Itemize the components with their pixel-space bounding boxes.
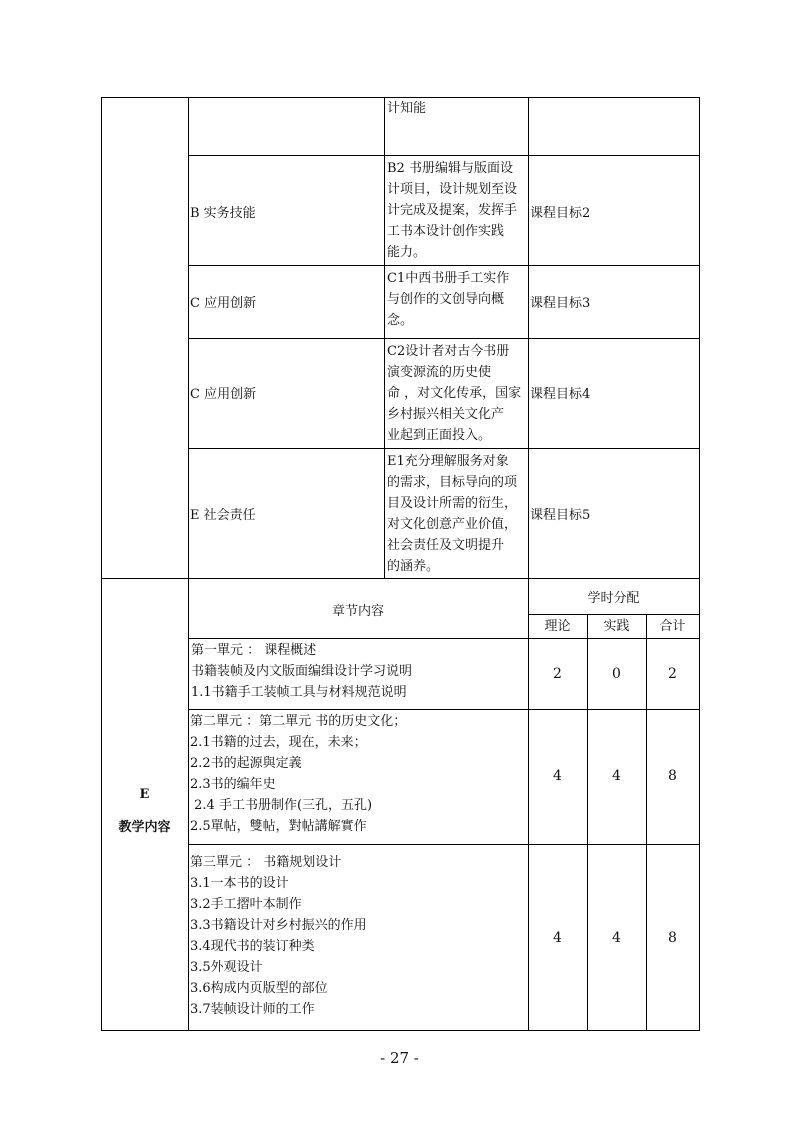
column-header-theory: 理论: [544, 619, 571, 634]
unit-line: 2.4 手工书册制作(三孔，五孔): [190, 798, 373, 813]
unit-content: [190, 711, 406, 837]
objective-goal: 课程目标3: [530, 296, 591, 311]
content-line: 的涵养。: [387, 559, 440, 574]
content-line: 业起到正面投入。: [387, 428, 492, 443]
column-header-practice: 实践: [603, 619, 630, 634]
unit-total-hours: 8: [668, 930, 677, 946]
unit-theory-hours: 4: [553, 930, 562, 946]
unit-content: [191, 640, 412, 703]
unit-line: 第一單元 ： 课程概述: [191, 643, 317, 658]
unit-practice-hours: 4: [612, 768, 621, 784]
unit-line: 2.3书的编年史: [190, 777, 276, 792]
row-divider: [188, 265, 699, 266]
objective-goal: 课程目标2: [530, 206, 591, 221]
content-line: 能力。: [387, 245, 427, 260]
unit-line: 书籍装帧及内文版面编缉设计学习说明: [191, 664, 413, 679]
content-line: 计完成及提案，发挥手: [387, 203, 518, 218]
row-divider: [101, 578, 699, 579]
row-divider: [188, 638, 699, 639]
unit-line: 2.2书的起源與定義: [190, 756, 302, 771]
row-divider: [188, 448, 699, 449]
content-line: 演变源流的历史使: [387, 365, 492, 380]
table-border-bottom: [101, 1030, 699, 1031]
col-divider: [384, 97, 385, 579]
objective-goal: 课程目标4: [530, 387, 591, 402]
column-header-total: 合计: [659, 619, 686, 634]
unit-line: 3.2手工摺叶本制作: [190, 897, 302, 912]
content-line: 乡村振兴相关文化产: [387, 407, 505, 422]
unit-total-hours: 8: [668, 768, 677, 784]
objective-category: E 社会责任: [190, 508, 256, 523]
unit-theory-hours: 4: [553, 768, 562, 784]
col-divider: [188, 97, 189, 1031]
col-divider: [528, 97, 529, 1031]
unit-line: 第二單元 ：第二單元 书的历史文化；: [190, 714, 407, 729]
unit-theory-hours: 2: [553, 666, 562, 682]
unit-line: 3.3书籍设计对乡村振兴的作用: [190, 918, 367, 933]
unit-line: 2.5單帖，雙帖，對帖講解實作: [190, 819, 367, 834]
objective-category: C 应用创新: [190, 296, 257, 311]
row-divider: [188, 709, 699, 710]
table-border-left: [101, 97, 102, 1031]
row-divider: [188, 155, 699, 156]
unit-line: 3.1一本书的设计: [190, 876, 289, 891]
content-line: 命 ，对文化传承，国家: [387, 386, 522, 401]
unit-line: 第三單元 ： 书籍规划设计: [190, 855, 342, 870]
content-line: 念。: [387, 313, 414, 328]
unit-total-hours: 2: [668, 666, 677, 682]
content-line: B2 书册编辑与版面设: [387, 161, 513, 176]
unit-practice-hours: 0: [612, 666, 621, 682]
unit-line: 1.1书籍手工装帧工具与材料规范说明: [191, 685, 407, 700]
content-line: 社会责任及文明提升: [387, 538, 505, 553]
content-line: 对文化创意产业价值，: [387, 517, 518, 532]
chapter-header: 章节内容: [331, 604, 384, 619]
unit-line: 3.7装帧设计师的工作: [190, 1002, 315, 1017]
content-line: C1中西书册手工实作: [387, 271, 510, 286]
unit-line: 3.4现代书的装订种类: [190, 939, 315, 954]
row-divider: [188, 844, 699, 845]
table-border-right: [699, 97, 700, 1031]
unit-line: 3.6构成内页版型的部位: [190, 981, 328, 996]
content-line: C2设计者对古今书册: [387, 344, 510, 359]
objective-content: [387, 451, 517, 577]
content-line: 与创作的文创导向概: [387, 292, 505, 307]
section-title: 教学内容: [118, 820, 171, 835]
row-divider: [528, 614, 699, 615]
unit-line: 3.5外观设计: [190, 960, 263, 975]
content-line: 的需求，目标导向的项: [387, 475, 518, 490]
hours-header: 学时分配: [587, 591, 640, 606]
objective-content: [387, 341, 521, 446]
unit-content: [190, 852, 367, 1020]
objective-content: [387, 158, 517, 263]
content-line: E1充分理解服务对象: [387, 454, 509, 469]
content-line: 工书本设计创作实践: [387, 224, 505, 239]
content-line: 计知能: [387, 101, 427, 116]
unit-practice-hours: 4: [612, 930, 621, 946]
page-number: - 27 -: [380, 1049, 419, 1067]
row-divider: [188, 338, 699, 339]
objective-category: C 应用创新: [190, 387, 257, 402]
content-line: 计项目，设计规划至设: [387, 182, 518, 197]
section-code: E: [139, 787, 150, 802]
objective-category: B 实务技能: [190, 206, 256, 221]
unit-line: 2.1书籍的过去，现在，未来；: [190, 735, 367, 750]
objective-content: [387, 268, 509, 331]
content-line: 目及设计所需的衍生，: [387, 496, 518, 511]
objective-content: [387, 98, 426, 119]
objective-goal: 课程目标5: [530, 508, 591, 523]
